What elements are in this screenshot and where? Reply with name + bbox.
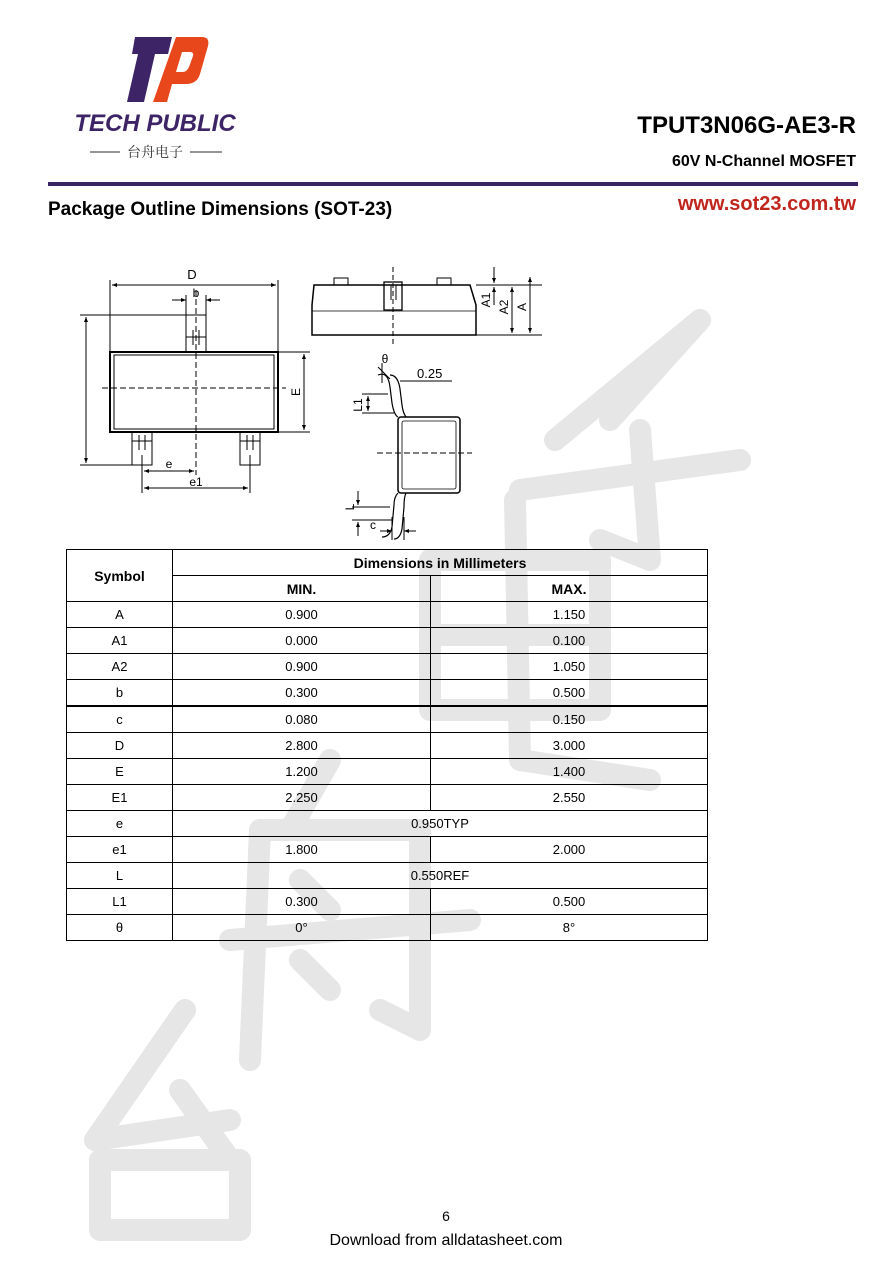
max-cell: 2.000 <box>431 837 708 863</box>
part-number: TPUT3N06G-AE3-R <box>637 112 856 139</box>
min-cell: 0.000 <box>173 628 431 654</box>
max-cell: 2.550 <box>431 785 708 811</box>
label-A: A <box>515 302 529 312</box>
website-link[interactable]: www.sot23.com.tw <box>677 193 856 215</box>
max-cell: 3.000 <box>431 733 708 759</box>
symbol-cell: c <box>67 706 173 733</box>
max-cell: 8° <box>431 915 708 941</box>
table-row <box>67 863 708 889</box>
logo-brand-en: TECH PUBLIC <box>74 110 236 137</box>
label-c: c <box>370 518 376 532</box>
table-row <box>67 628 708 654</box>
symbol-cell: L <box>67 863 173 889</box>
symbol-cell: A2 <box>67 654 173 680</box>
footer-source: Download from alldatasheet.com <box>329 1232 563 1249</box>
symbol-cell: A1 <box>67 628 173 654</box>
symbol-cell: E1 <box>67 785 173 811</box>
max-cell: 1.050 <box>431 654 708 680</box>
label-theta: θ <box>381 352 389 366</box>
table-row <box>67 889 708 915</box>
symbol-cell: e <box>67 811 173 837</box>
label-L1: L1 <box>351 398 365 412</box>
label-e: e <box>165 457 173 471</box>
label-A2: A2 <box>497 299 511 315</box>
min-cell: 1.200 <box>173 759 431 785</box>
min-header: MIN. <box>173 576 431 602</box>
min-cell: 0.900 <box>173 602 431 628</box>
table-row <box>67 706 708 733</box>
table-row <box>67 915 708 941</box>
label-L: L <box>343 503 357 511</box>
min-cell: 2.250 <box>173 785 431 811</box>
symbol-cell: E <box>67 759 173 785</box>
min-cell: 2.800 <box>173 733 431 759</box>
symbol-cell: D <box>67 733 173 759</box>
min-cell: 0.900 <box>173 654 431 680</box>
min-cell: 0.300 <box>173 680 431 707</box>
dimensions-table <box>66 549 708 941</box>
label-gauge: 0.25 <box>417 366 443 381</box>
max-cell: 1.400 <box>431 759 708 785</box>
table-row <box>67 602 708 628</box>
logo-brand-cn: 台舟电子 <box>127 145 183 161</box>
company-logo <box>60 32 250 164</box>
dimensions-group-header: Dimensions in Millimeters <box>173 550 708 576</box>
table-row <box>67 837 708 863</box>
max-cell: 0.500 <box>431 889 708 915</box>
symbol-cell: θ <box>67 915 173 941</box>
max-cell: 0.500 <box>431 680 708 707</box>
lead-detail-body <box>398 417 460 493</box>
label-b: b <box>192 286 200 300</box>
header-divider <box>48 182 858 186</box>
table-row <box>67 733 708 759</box>
min-cell: 0.300 <box>173 889 431 915</box>
part-subtitle: 60V N-Channel MOSFET <box>671 153 856 170</box>
max-cell: 0.100 <box>431 628 708 654</box>
table-row <box>67 811 708 837</box>
label-A1: A1 <box>479 292 493 308</box>
top-view-body <box>110 352 278 432</box>
label-e1: e1 <box>189 475 203 489</box>
symbol-cell: L1 <box>67 889 173 915</box>
label-E: E <box>289 387 303 397</box>
max-cell: 0.150 <box>431 706 708 733</box>
symbol-header: Symbol <box>67 550 173 602</box>
dimensions-table-body <box>67 602 708 941</box>
package-outline-drawing <box>72 255 529 540</box>
value-cell: 0.950TYP <box>173 811 708 837</box>
max-cell: 1.150 <box>431 602 708 628</box>
min-cell: 0.080 <box>173 706 431 733</box>
min-cell: 0° <box>173 915 431 941</box>
min-cell: 1.800 <box>173 837 431 863</box>
table-row <box>67 654 708 680</box>
table-row <box>67 785 708 811</box>
label-D: D <box>187 267 197 282</box>
symbol-cell: A <box>67 602 173 628</box>
table-row <box>67 680 708 707</box>
value-cell: 0.550REF <box>173 863 708 889</box>
table-row <box>67 759 708 785</box>
section-title: Package Outline Dimensions (SOT-23) <box>48 199 393 220</box>
page-number: 6 <box>442 1208 450 1224</box>
symbol-cell: e1 <box>67 837 173 863</box>
max-header: MAX. <box>431 576 708 602</box>
symbol-cell: b <box>67 680 173 707</box>
